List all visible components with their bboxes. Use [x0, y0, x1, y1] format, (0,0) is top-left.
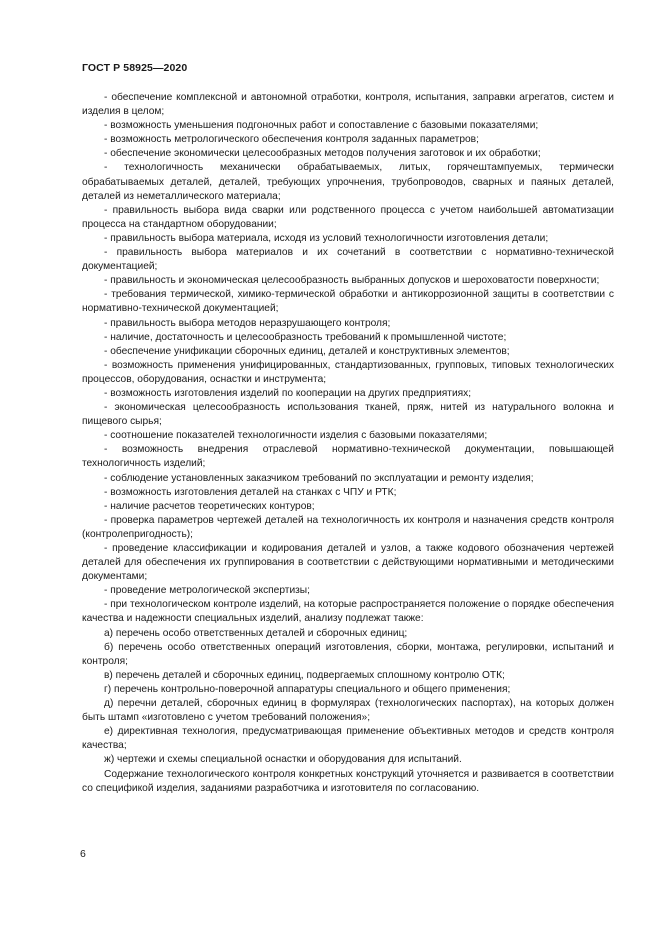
- paragraph: - возможность изготовления изделий по кооперации на других предприятиях;: [104, 387, 472, 399]
- paragraph: е) директивная технология, предусматривающая применение объективных методов и средств контроля качества;: [82, 726, 614, 752]
- paragraph: - возможность уменьшения подгоночных работ и сопоставление с базовыми показателями;: [104, 120, 539, 132]
- paragraph: - проведение метрологической экспертизы;: [104, 585, 310, 597]
- paragraph: - правильность и экономическая целесообразность выбранных допусков и шероховатости поверхности;: [104, 275, 600, 287]
- paragraph: в) перечень деталей и сборочных единиц, подвергаемых сплошному контролю ОТК;: [104, 669, 505, 681]
- paragraph: - правильность выбора материалов и их сочетаний в соответствии с нормативно-технической документацией;: [82, 247, 614, 273]
- paragraph: - возможность внедрения отраслевой нормативно-технической документации, повышающей технологичность изделий;: [82, 444, 614, 470]
- paragraph: - обеспечение экономически целесообразных методов получения заготовок и их обработки;: [104, 148, 541, 160]
- document-body: [82, 91, 614, 796]
- paragraph: - возможность изготовления деталей на станках с ЧПУ и РТК;: [104, 486, 397, 498]
- paragraph: - технологичность механически обрабатываемых, литых, горячештампуемых, термически обрабатываемых деталей, деталей, требующих упрочнения, трубопроводов, сварных и паяных деталей, деталей из неметаллического материала;: [82, 162, 614, 202]
- paragraph: - правильность выбора вида сварки или родственного процесса с учетом наибольшей автоматизации процесса на стандартном оборудовании;: [82, 204, 614, 230]
- paragraph: - обеспечение комплексной и автономной отработки, контроля, испытания, заправки агрегатов, систем и изделия в целом;: [82, 92, 614, 118]
- paragraph: - требования термической, химико-термической обработки и антикоррозионной защиты в соответствии с нормативно-технической документацией;: [82, 289, 614, 315]
- paragraph: - при технологическом контроле изделий, на которые распространяется положение о порядке обеспечения качества и надежности специальных изделий, анализу подлежат также:: [82, 599, 614, 625]
- paragraph: - соотношение показателей технологичности изделия с базовыми показателями;: [104, 430, 488, 442]
- paragraph: д) перечни деталей, сборочных единиц в формулярах (технологических паспортах), на которых должен быть штамп «изготовлено с учетом требований положения»;: [82, 698, 614, 724]
- paragraph: - наличие, достаточность и целесообразность требований к промышленной чистоте;: [104, 331, 507, 343]
- page-number: 6: [80, 848, 86, 860]
- paragraph: г) перечень контрольно-поверочной аппаратуры специального и общего применения;: [104, 683, 511, 695]
- paragraph: - обеспечение унификации сборочных единиц, деталей и конструктивных элементов;: [104, 345, 510, 357]
- paragraph: - возможность метрологического обеспечения контроля заданных параметров;: [104, 134, 479, 146]
- paragraph: б) перечень особо ответственных операций изготовления, сборки, монтажа, регулировки, испытаний и контроля;: [82, 641, 614, 667]
- paragraph: - возможность применения унифицированных, стандартизованных, групповых, типовых технологических процессов, оборудования, оснастки и инструмента;: [82, 359, 614, 385]
- paragraph: - правильность выбора методов неразрушающего контроля;: [104, 317, 391, 329]
- paragraph: - проверка параметров чертежей деталей на технологичность их контроля и назначения средств контроля (контролепригодность);: [82, 514, 614, 540]
- paragraph: - правильность выбора материала, исходя из условий технологичности изготовления детали;: [104, 232, 549, 244]
- paragraph: - экономическая целесообразность использования тканей, пряж, нитей из натурального волокна и пищевого сырья;: [82, 402, 614, 428]
- document-header: ГОСТ Р 58925—2020: [82, 62, 188, 74]
- paragraph: Содержание технологического контроля конкретных конструкций уточняется и развивается в соответствии со спецификой изделия, заданиями разработчика и изготовителя по согласованию.: [82, 768, 614, 794]
- paragraph: - соблюдение установленных заказчиком требований по эксплуатации и ремонту изделия;: [104, 472, 534, 484]
- paragraph: а) перечень особо ответственных деталей и сборочных единиц;: [104, 627, 408, 639]
- paragraph: - проведение классификации и кодирования деталей и узлов, а также кодового обозначения чертежей деталей для обеспечения их группирования в соответствии с действующими нормативными и методическими документами;: [82, 543, 614, 583]
- paragraph: - наличие расчетов теоретических контуров;: [104, 500, 315, 512]
- paragraph: ж) чертежи и схемы специальной оснастки и оборудования для испытаний.: [104, 754, 462, 766]
